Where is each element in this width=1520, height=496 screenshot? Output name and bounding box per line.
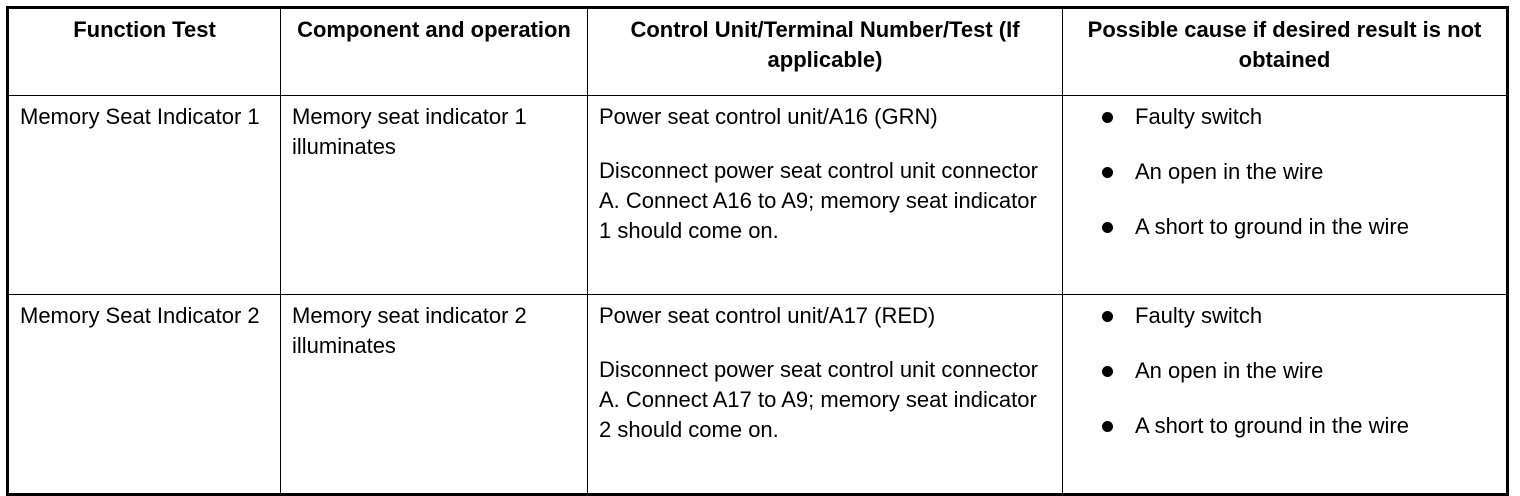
function-test-cell: Memory Seat Indicator 2 bbox=[8, 295, 281, 495]
bullet-icon bbox=[1102, 311, 1113, 322]
control-unit-cell bbox=[588, 96, 1063, 295]
bullet-icon bbox=[1102, 421, 1113, 432]
header-function-test: Function Test bbox=[8, 8, 281, 96]
table-row bbox=[8, 295, 1508, 495]
list-item bbox=[1098, 356, 1496, 386]
list-item bbox=[1098, 102, 1496, 132]
possible-cause-cell bbox=[1063, 96, 1508, 295]
header-possible-cause: Possible cause if desired result is not obtained bbox=[1063, 8, 1508, 96]
control-unit-text: Power seat control unit/A17 (RED) bbox=[599, 303, 936, 328]
cause-list bbox=[1074, 102, 1496, 242]
cause-text: A short to ground in the wire bbox=[1135, 214, 1409, 239]
component-cell: Memory seat indicator 2 illuminates bbox=[281, 295, 588, 495]
header-control-unit: Control Unit/Terminal Number/Test (If applicable) bbox=[588, 8, 1063, 96]
cause-text: An open in the wire bbox=[1135, 358, 1324, 383]
control-unit-cell bbox=[588, 295, 1063, 495]
component-cell: Memory seat indicator 1 illuminates bbox=[281, 96, 588, 295]
function-test-cell: Memory Seat Indicator 1 bbox=[8, 96, 281, 295]
control-unit-text: Power seat control unit/A16 (GRN) bbox=[599, 104, 938, 129]
cause-text: Faulty switch bbox=[1135, 104, 1263, 129]
test-instruction-text: Disconnect power seat control unit connector A. Connect A17 to A9; memory seat indicator 2 should come on. bbox=[599, 357, 1039, 442]
bullet-icon bbox=[1102, 366, 1113, 377]
cause-list bbox=[1074, 301, 1496, 441]
header-row bbox=[8, 8, 1508, 96]
function-test-table bbox=[6, 6, 1509, 496]
bullet-icon bbox=[1102, 112, 1113, 123]
bullet-icon bbox=[1102, 167, 1113, 178]
list-item bbox=[1098, 157, 1496, 187]
header-component-operation: Component and operation bbox=[281, 8, 588, 96]
possible-cause-cell bbox=[1063, 295, 1508, 495]
bullet-icon bbox=[1102, 222, 1113, 233]
cause-text: A short to ground in the wire bbox=[1135, 413, 1409, 438]
table-row bbox=[8, 96, 1508, 295]
list-item bbox=[1098, 411, 1496, 441]
list-item bbox=[1098, 212, 1496, 242]
cause-text: An open in the wire bbox=[1135, 159, 1324, 184]
list-item bbox=[1098, 301, 1496, 331]
cause-text: Faulty switch bbox=[1135, 303, 1263, 328]
test-instruction-text: Disconnect power seat control unit connector A. Connect A16 to A9; memory seat indicator 1 should come on. bbox=[599, 158, 1039, 243]
